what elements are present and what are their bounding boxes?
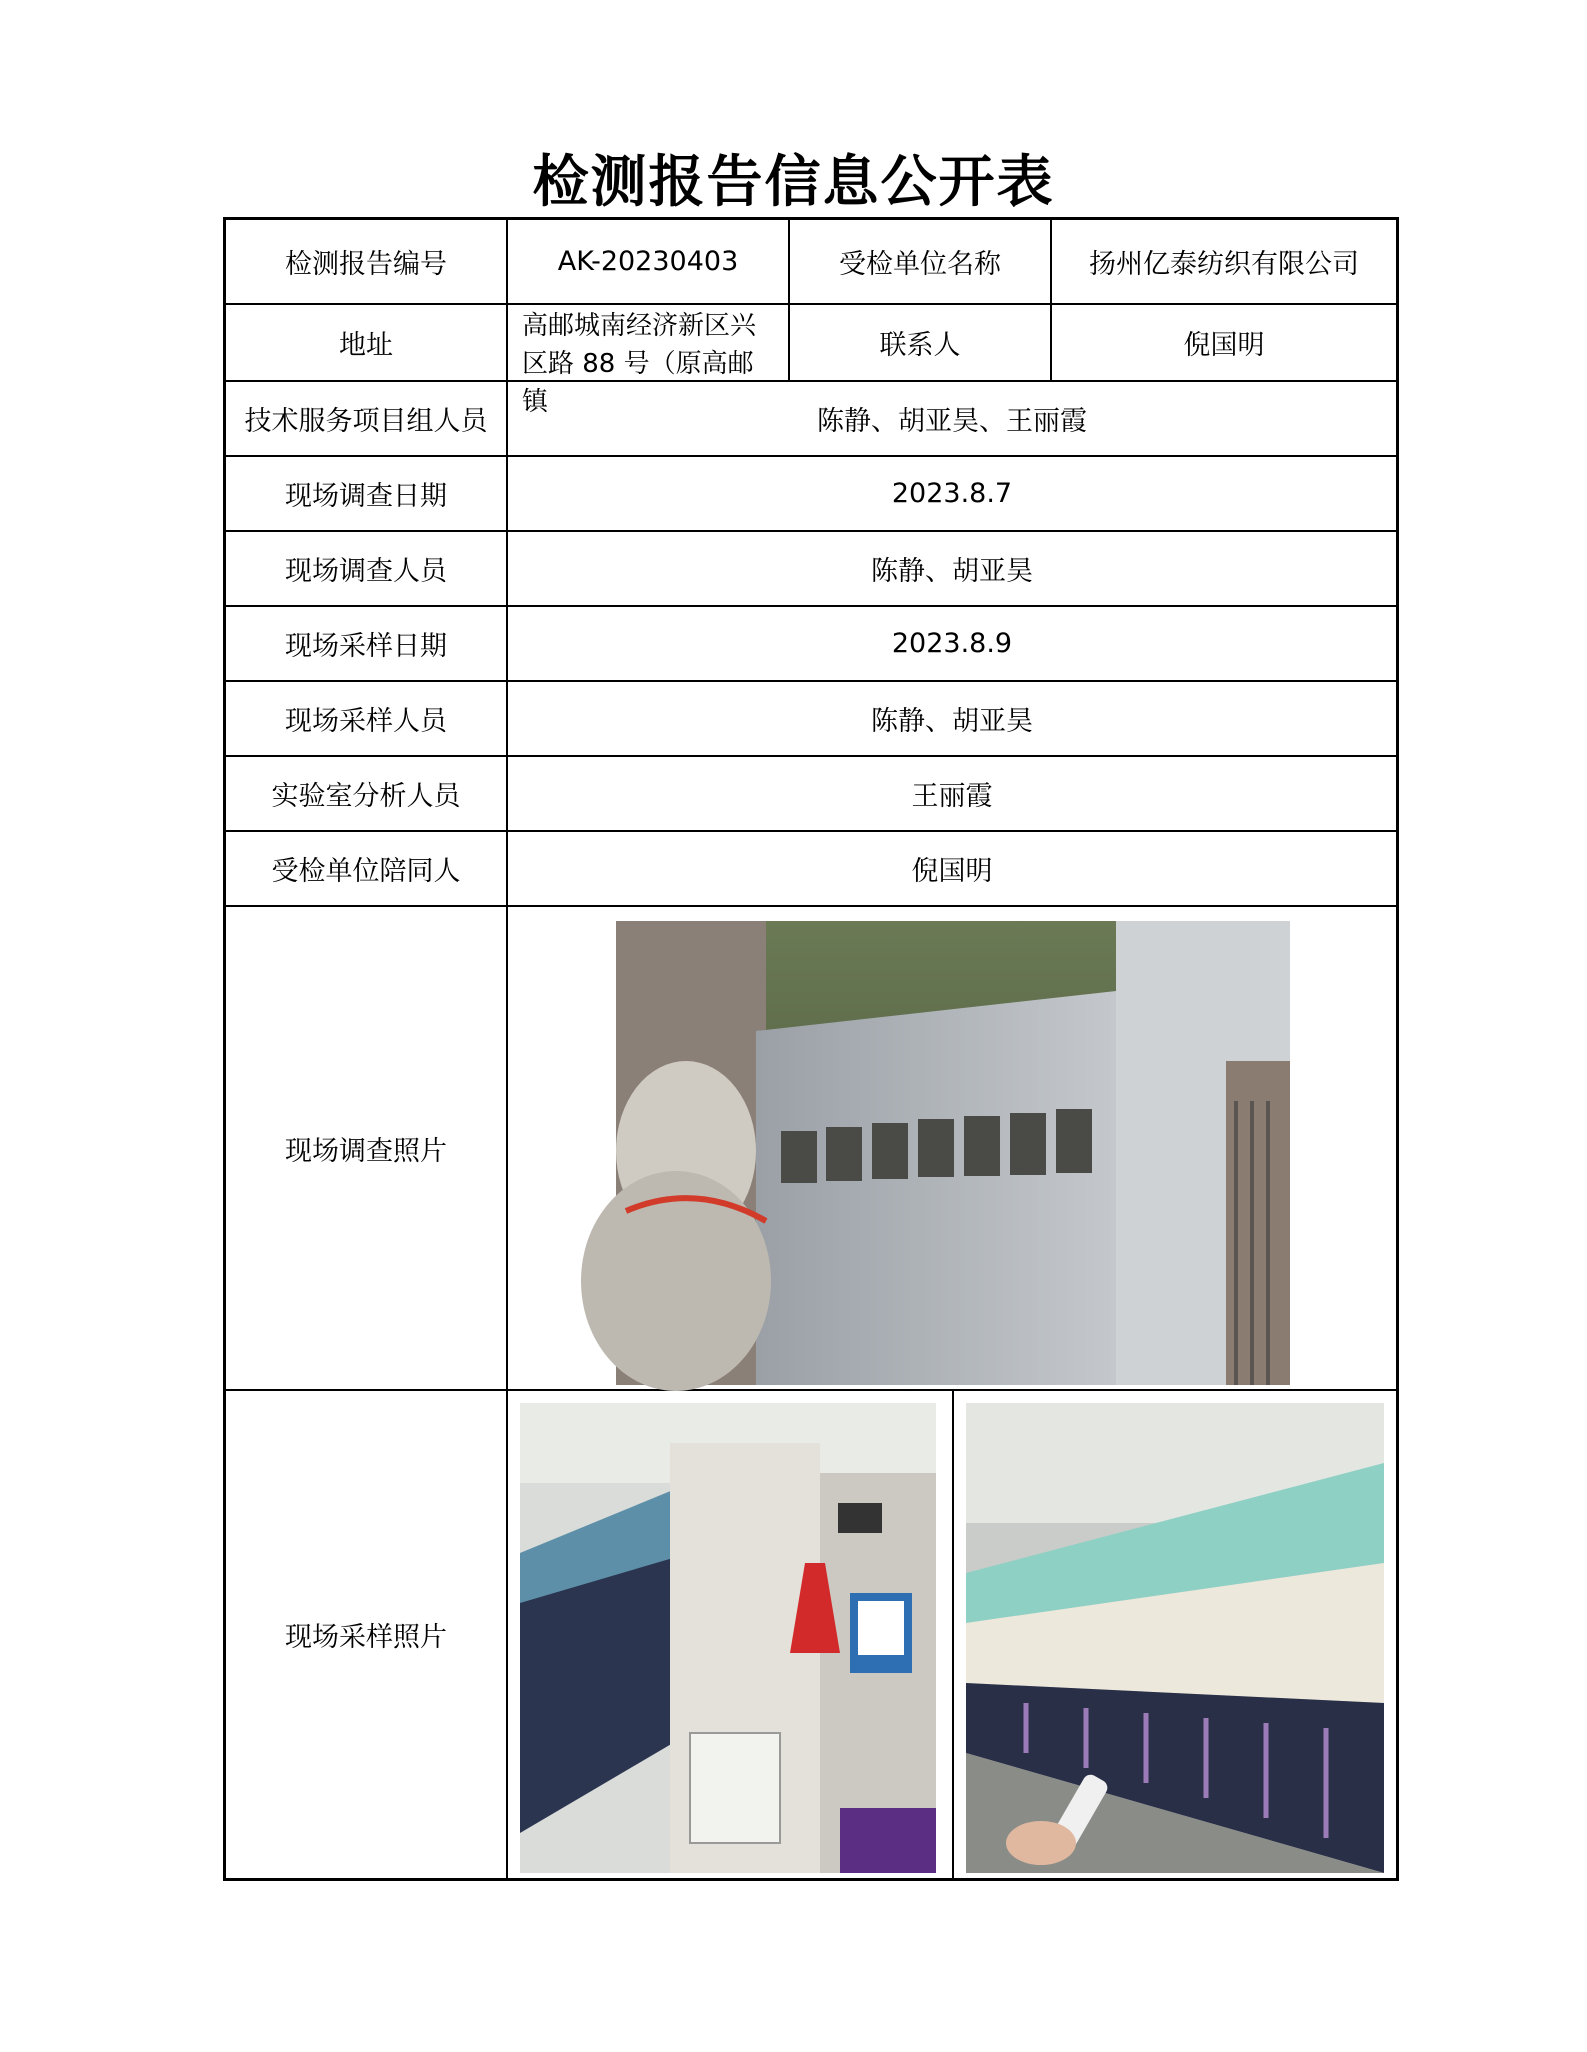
row-value: 2023.8.7: [891, 478, 1013, 509]
row-label: 现场采样日期: [226, 607, 508, 680]
row-label: 技术服务项目组人员: [226, 382, 508, 455]
survey-photo-cell: [508, 907, 1396, 1389]
sampling-photo-spindles: [966, 1403, 1384, 1873]
sampling-photo-machine: [520, 1403, 936, 1873]
sampling-photo-label: 现场采样照片: [226, 1391, 508, 1878]
row-label: 实验室分析人员: [226, 757, 508, 830]
spindle-row-image: [966, 1403, 1384, 1873]
table-row: [226, 532, 1396, 607]
row-value: 王丽霞: [911, 781, 993, 812]
address-label: 地址: [226, 305, 508, 380]
report-number-value: AK-20230403: [508, 220, 790, 303]
sampling-photo-cell-right: [954, 1391, 1396, 1878]
row-value: 陈静、胡亚昊: [871, 706, 1033, 737]
company-gate-image: [616, 921, 1290, 1385]
table-row: [226, 305, 1396, 417]
row-label: 现场调查日期: [226, 457, 508, 530]
spinning-machine-image: [520, 1403, 936, 1873]
table-row: [226, 607, 1396, 682]
report-table: [223, 217, 1399, 1881]
row-value: 倪国明: [911, 856, 993, 887]
contact-label: 联系人: [790, 305, 1052, 380]
table-row: [226, 682, 1396, 757]
page-title: 检测报告信息公开表: [532, 150, 1055, 215]
unit-name-label: 受检单位名称: [790, 220, 1052, 303]
contact-value: 倪国明: [1183, 330, 1265, 361]
table-row: [226, 757, 1396, 832]
table-row: [226, 382, 1396, 457]
row-label: 现场调查人员: [226, 532, 508, 605]
unit-name-value: 扬州亿泰纺织有限公司: [1089, 249, 1359, 280]
row-label: 现场采样人员: [226, 682, 508, 755]
table-row: [226, 907, 1396, 1391]
row-value: 陈静、胡亚昊、王丽霞: [817, 406, 1087, 437]
row-value: 2023.8.9: [891, 628, 1013, 659]
sampling-photo-cell-left: [508, 1391, 954, 1878]
address-value: 高邮城南经济新区兴区路 88 号（原高邮镇: [508, 305, 790, 380]
row-label: 受检单位陪同人: [226, 832, 508, 905]
table-row: [226, 832, 1396, 907]
report-number-label: 检测报告编号: [226, 220, 508, 303]
survey-photo: [616, 921, 1290, 1385]
survey-photo-label: 现场调查照片: [226, 907, 508, 1389]
table-row: [226, 1391, 1396, 1878]
table-row: [226, 220, 1396, 305]
table-row: [226, 457, 1396, 532]
row-value: 陈静、胡亚昊: [871, 556, 1033, 587]
